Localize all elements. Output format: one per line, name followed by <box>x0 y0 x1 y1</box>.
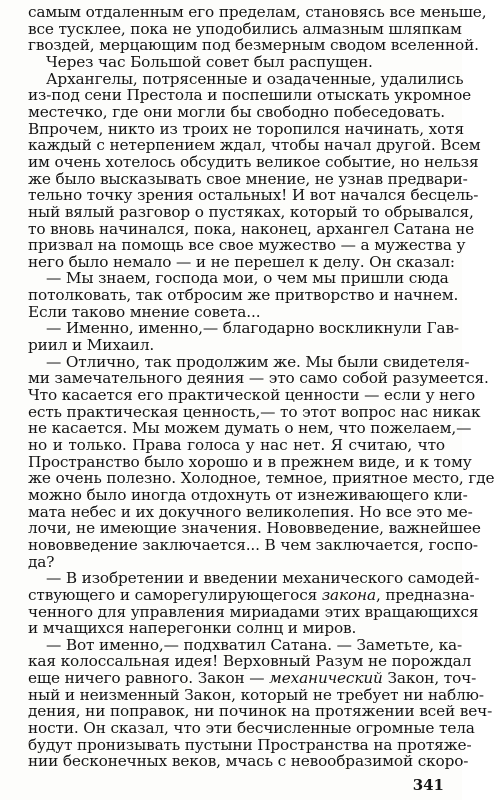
page-number: 341 <box>412 776 444 794</box>
text-line: Что касается его практической ценности — если у него <box>28 386 476 404</box>
text-line: ми замечательного деяния — это само собой разумеется. <box>28 369 489 388</box>
text-line: Впрочем, никто из троих не торопился начинать, хотя <box>28 119 464 138</box>
text-line: из-под сени Престола и поспешили отыскать укромное <box>28 86 472 105</box>
text-line: ный вялый разговор о пустяках, который то обрывался, <box>28 202 474 221</box>
text-line: ченного для управления мириадами этих вращающихся <box>28 602 479 621</box>
text-line: лочи, не имеющие значения. Нововведение, важнейшее <box>28 519 481 538</box>
text-line: Если таково мнение совета... <box>28 302 261 321</box>
text-line: все тусклее, пока не уподобились алмазным шляпкам <box>28 19 462 38</box>
text-line: но и только. Права голоса у нас нет. Я считаю, что <box>28 436 445 454</box>
text-line: можно было иногда отдохнуть от изнеживающего кли- <box>28 485 468 504</box>
italic-word: закона <box>321 585 376 604</box>
text-line: — Отлично, так продолжим же. Мы были свидетеля- <box>46 352 470 371</box>
text-line: призвал на помощь все свое мужество — а мужества у <box>28 236 466 255</box>
text-line-mixed <box>28 669 477 688</box>
text-line: есть практическая ценность,— то этот вопрос нас никак <box>28 402 481 421</box>
text-segment: , предназна- <box>375 585 475 604</box>
text-line: ный и неизменный Закон, который не требует ни наблю- <box>28 685 484 704</box>
text-line: местечко, где они могли бы свободно побеседовать. <box>28 102 445 121</box>
text-line: самым отдаленным его пределам, становясь все меньше, <box>28 3 487 21</box>
text-line: не касается. Мы можем думать о нем, что пожелаем,— <box>28 419 472 438</box>
text-line: ности. Он сказал, что эти бесчисленные огромные тела <box>28 719 475 737</box>
text-line: нии бесконечных веков, мчась с невообразимой скоро- <box>28 752 469 771</box>
italic-word: механический <box>269 669 383 688</box>
text-line: — Вот именно,— подхватил Сатана. — Заметьте, ка- <box>46 635 463 654</box>
text-segment: Закон, точ- <box>382 669 477 688</box>
text-line-mixed <box>28 585 475 604</box>
text-line: кая колоссальная идея! Верховный Разум не порождал <box>28 652 472 671</box>
text-segment: еще ничего равного. Закон — <box>28 669 270 688</box>
text-line: — Именно, именно,— благодарно воскликнули Гав- <box>46 319 459 338</box>
text-line: потолковать, так отбросим же притворство и начнем. <box>28 286 459 305</box>
text-line: дения, ни поправок, ни починок на протяжении всей веч- <box>28 702 493 721</box>
text-line: же очень полезно. Холодное, темное, приятное место, где <box>28 469 494 488</box>
text-line: то вновь начинался, пока, наконец, архангел Сатана не <box>28 219 475 238</box>
text-line: нововведение заключается... В чем заключается, госпо- <box>28 535 478 554</box>
text-line: Через час Большой совет был распущен. <box>46 53 373 71</box>
text-line: же было высказывать свое мнение, не узнав предвари- <box>28 169 468 188</box>
text-line: Архангелы, потрясенные и озадаченные, удалились <box>46 69 464 88</box>
text-line: каждый с нетерпением ждал, чтобы начал другой. Всем <box>28 136 481 155</box>
text-line: — Мы знаем, господа мои, о чем мы пришли сюда <box>46 269 449 288</box>
text-line: мата небес и их докучного великолепия. Но все это ме- <box>28 502 473 521</box>
text-line: тельно точку зрения остальных! И вот начался бесцель- <box>28 186 479 205</box>
text-line: и мчащихся наперегонки солнц и миров. <box>28 619 357 638</box>
text-line: да? <box>28 552 55 571</box>
text-line: Пространство было хорошо и в прежнем виде, и к тому <box>28 452 472 471</box>
text-line: — В изобретении и введении механического самодей- <box>46 569 480 588</box>
text-segment: ствующего и саморегулирующегося <box>28 585 322 604</box>
text-line: гвоздей, мерцающим под безмерным сводом вселенной. <box>28 36 479 55</box>
text-line: им очень хотелось обсудить великое событие, но нельзя <box>28 152 479 171</box>
text-line: него было немало — и не перешел к делу. Он сказал: <box>28 252 455 271</box>
text-line: риил и Михаил. <box>28 336 155 354</box>
text-line: будут пронизывать пустыни Пространства на протяже- <box>28 735 472 754</box>
